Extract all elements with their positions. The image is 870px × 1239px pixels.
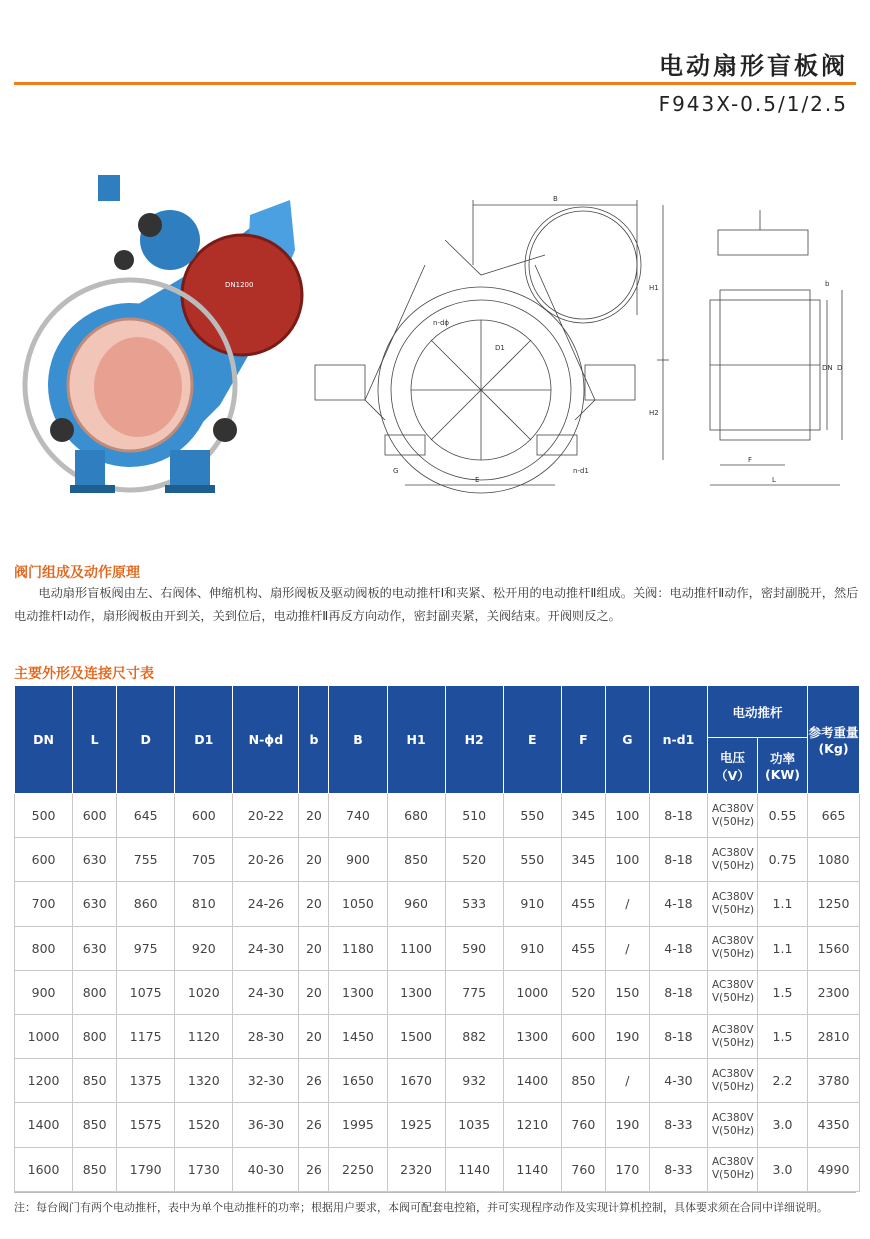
table-cell: 520 [445, 838, 503, 882]
plate-label: DN1200 [225, 281, 254, 289]
table-cell: 2.2 [758, 1059, 808, 1103]
header-weight: 参考重量(Kg) [808, 686, 860, 794]
table-cell: 630 [73, 926, 117, 970]
table-row [15, 1103, 860, 1147]
table-cell: 24-30 [233, 926, 299, 970]
table-cell: 1200 [15, 1059, 73, 1103]
table-title: 主要外形及连接尺寸表 [14, 666, 154, 682]
dimension-table [14, 685, 860, 1192]
table-cell: 910 [503, 882, 561, 926]
header-h2: H2 [445, 686, 503, 794]
table-cell: 100 [605, 838, 649, 882]
table-cell: 455 [561, 926, 605, 970]
table-cell: 1730 [175, 1147, 233, 1191]
table-cell: 24-30 [233, 970, 299, 1014]
table-cell: 1020 [175, 970, 233, 1014]
table-cell: 810 [175, 882, 233, 926]
table-cell: 2300 [808, 970, 860, 1014]
table-cell: 170 [605, 1147, 649, 1191]
table-cell: 700 [15, 882, 73, 926]
table-cell: 20 [299, 882, 329, 926]
table-row [15, 1147, 860, 1191]
table-cell: 20 [299, 1014, 329, 1058]
footer-divider [14, 1192, 856, 1193]
table-cell: AC380V V(50Hz) [708, 1059, 758, 1103]
table-cell: 1050 [329, 882, 387, 926]
dim-label-n-dphi: n-dϕ [433, 319, 450, 327]
dim-label-l: L [772, 476, 776, 484]
table-cell: 1670 [387, 1059, 445, 1103]
table-cell: 550 [503, 794, 561, 838]
dim-label-b2: b [825, 280, 830, 288]
table-cell: 932 [445, 1059, 503, 1103]
table-cell: 1000 [503, 970, 561, 1014]
table-cell: 1300 [329, 970, 387, 1014]
dim-label-dn: DN [822, 364, 833, 372]
dim-label-h1: H1 [649, 284, 659, 292]
table-cell: AC380V V(50Hz) [708, 882, 758, 926]
table-cell: 1210 [503, 1103, 561, 1147]
table-cell: AC380V V(50Hz) [708, 1014, 758, 1058]
dim-label-f: F [748, 456, 753, 464]
table-row [15, 970, 860, 1014]
header-n-phid: N-ϕd [233, 686, 299, 794]
table-cell: 28-30 [233, 1014, 299, 1058]
dim-label-d1: D1 [495, 344, 505, 352]
table-cell: 1400 [15, 1103, 73, 1147]
principle-text: 电动扇形盲板阀由左、右阀体、伸缩机构、扇形阀板及驱动阀板的电动推杆Ⅰ和夹紧、松开用的电动推杆Ⅱ组成。关阀：电动推杆Ⅱ动作，密封副脱开，然后电动推杆Ⅰ动作，扇形阀板由开到关，关到位后，电动推杆Ⅱ再反方向动作，密封副夹紧，关阀结束。开阀则反之。 [14, 586, 859, 623]
table-cell: 8-33 [649, 1103, 707, 1147]
table-cell: 1500 [387, 1014, 445, 1058]
table-cell: 0.55 [758, 794, 808, 838]
table-cell: AC380V V(50Hz) [708, 794, 758, 838]
model-number: F943X-0.5/1/2.5 [658, 92, 848, 116]
table-cell: 20 [299, 838, 329, 882]
table-cell: 705 [175, 838, 233, 882]
table-cell: 150 [605, 970, 649, 1014]
header-actuator: 电动推杆 [708, 686, 808, 738]
principle-title: 阀门组成及动作原理 [14, 565, 140, 581]
table-cell: 1450 [329, 1014, 387, 1058]
table-cell: 740 [329, 794, 387, 838]
header-h1: H1 [387, 686, 445, 794]
table-cell: 975 [117, 926, 175, 970]
table-cell: 345 [561, 838, 605, 882]
table-cell: 1790 [117, 1147, 175, 1191]
table-cell: 860 [117, 882, 175, 926]
table-cell: 4-30 [649, 1059, 707, 1103]
table-cell: 1175 [117, 1014, 175, 1058]
table-cell: 1575 [117, 1103, 175, 1147]
table-cell: 800 [15, 926, 73, 970]
table-cell: 1140 [445, 1147, 503, 1191]
table-cell: 2250 [329, 1147, 387, 1191]
table-cell: 36-30 [233, 1103, 299, 1147]
page-title: 电动扇形盲板阀 [659, 52, 848, 80]
table-cell: 1995 [329, 1103, 387, 1147]
table-cell: / [605, 882, 649, 926]
table-cell: AC380V V(50Hz) [708, 838, 758, 882]
table-cell: 1375 [117, 1059, 175, 1103]
table-cell: 1600 [15, 1147, 73, 1191]
table-cell: 960 [387, 882, 445, 926]
table-cell: 8-18 [649, 838, 707, 882]
table-row [15, 926, 860, 970]
table-cell: 500 [15, 794, 73, 838]
table-cell: 345 [561, 794, 605, 838]
table-cell: / [605, 926, 649, 970]
table-cell: 1650 [329, 1059, 387, 1103]
table-cell: 4-18 [649, 926, 707, 970]
dim-label-g: G [393, 467, 399, 475]
table-cell: 775 [445, 970, 503, 1014]
header-n-d1: n-d1 [649, 686, 707, 794]
table-cell: 533 [445, 882, 503, 926]
table-cell: 1100 [387, 926, 445, 970]
table-cell: 8-18 [649, 970, 707, 1014]
side-view-drawing [700, 200, 855, 500]
table-cell: 665 [808, 794, 860, 838]
table-cell: 26 [299, 1059, 329, 1103]
table-cell: 600 [73, 794, 117, 838]
table-cell: 190 [605, 1103, 649, 1147]
table-cell: 1520 [175, 1103, 233, 1147]
table-cell: 1.5 [758, 970, 808, 1014]
table-row [15, 882, 860, 926]
header-divider [14, 82, 856, 85]
table-cell: 3.0 [758, 1147, 808, 1191]
table-cell: 900 [15, 970, 73, 1014]
table-cell: 24-26 [233, 882, 299, 926]
header-b-width: B [329, 686, 387, 794]
table-cell: 1300 [503, 1014, 561, 1058]
table-cell: 550 [503, 838, 561, 882]
table-cell: 760 [561, 1147, 605, 1191]
header-d1: D1 [175, 686, 233, 794]
table-cell: 1180 [329, 926, 387, 970]
table-cell: 630 [73, 838, 117, 882]
table-cell: 850 [73, 1059, 117, 1103]
dim-label-n-d1: n-d1 [573, 467, 589, 475]
table-cell: 2810 [808, 1014, 860, 1058]
table-cell: 590 [445, 926, 503, 970]
table-cell: 32-30 [233, 1059, 299, 1103]
header-e: E [503, 686, 561, 794]
table-cell: 882 [445, 1014, 503, 1058]
table-cell: 4350 [808, 1103, 860, 1147]
table-cell: 850 [73, 1147, 117, 1191]
dim-label-d: D [837, 364, 843, 372]
table-cell: 850 [387, 838, 445, 882]
table-cell: 760 [561, 1103, 605, 1147]
table-cell: 8-33 [649, 1147, 707, 1191]
header-dn: DN [15, 686, 73, 794]
table-cell: 600 [175, 794, 233, 838]
header-g: G [605, 686, 649, 794]
dim-label-e: E [475, 476, 480, 484]
table-row [15, 1014, 860, 1058]
table-cell: 520 [561, 970, 605, 1014]
table-cell: 4990 [808, 1147, 860, 1191]
header-f: F [561, 686, 605, 794]
table-cell: 1925 [387, 1103, 445, 1147]
table-cell: 20 [299, 970, 329, 1014]
table-cell: 1080 [808, 838, 860, 882]
table-cell: 40-30 [233, 1147, 299, 1191]
table-cell: AC380V V(50Hz) [708, 926, 758, 970]
table-cell: 1000 [15, 1014, 73, 1058]
table-cell: 26 [299, 1147, 329, 1191]
table-cell: 1.1 [758, 882, 808, 926]
table-cell: 8-18 [649, 1014, 707, 1058]
table-cell: 1035 [445, 1103, 503, 1147]
table-cell: 850 [73, 1103, 117, 1147]
footnote: 注：每台阀门有两个电动推杆，表中为单个电动推杆的功率；根据用户要求，本阀可配套电控箱，并可实现程序动作及实现计算机控制，具体要求须在合同中详细说明。 [14, 1201, 828, 1214]
front-view-drawing [305, 185, 675, 495]
table-cell: 800 [73, 970, 117, 1014]
table-cell: 510 [445, 794, 503, 838]
header-power: 功率(KW) [758, 738, 808, 794]
table-cell: AC380V V(50Hz) [708, 970, 758, 1014]
table-row [15, 1059, 860, 1103]
header-d: D [117, 686, 175, 794]
table-cell: 850 [561, 1059, 605, 1103]
table-cell: 1075 [117, 970, 175, 1014]
table-cell: AC380V V(50Hz) [708, 1147, 758, 1191]
table-cell: 3.0 [758, 1103, 808, 1147]
table-cell: 20-22 [233, 794, 299, 838]
table-cell: 600 [15, 838, 73, 882]
table-cell: 920 [175, 926, 233, 970]
table-cell: 1400 [503, 1059, 561, 1103]
table-cell: 755 [117, 838, 175, 882]
table-cell: 455 [561, 882, 605, 926]
table-cell: 3780 [808, 1059, 860, 1103]
table-cell: 4-18 [649, 882, 707, 926]
table-cell: AC380V V(50Hz) [708, 1103, 758, 1147]
table-cell: / [605, 1059, 649, 1103]
table-cell: 0.75 [758, 838, 808, 882]
table-cell: 20 [299, 794, 329, 838]
table-cell: 1.1 [758, 926, 808, 970]
table-cell: 8-18 [649, 794, 707, 838]
table-cell: 1120 [175, 1014, 233, 1058]
header-voltage: 电压（V） [708, 738, 758, 794]
table-cell: 190 [605, 1014, 649, 1058]
table-cell: 20-26 [233, 838, 299, 882]
table-cell: 600 [561, 1014, 605, 1058]
table-cell: 645 [117, 794, 175, 838]
table-row [15, 794, 860, 838]
table-cell: 1320 [175, 1059, 233, 1103]
table-cell: 1140 [503, 1147, 561, 1191]
table-cell: 1.5 [758, 1014, 808, 1058]
table-cell: 910 [503, 926, 561, 970]
table-row [15, 838, 860, 882]
table-cell: 1560 [808, 926, 860, 970]
table-cell: 1300 [387, 970, 445, 1014]
table-cell: 2320 [387, 1147, 445, 1191]
header-b: b [299, 686, 329, 794]
table-cell: 26 [299, 1103, 329, 1147]
table-cell: 630 [73, 882, 117, 926]
dim-label-h2: H2 [649, 409, 659, 417]
table-cell: 1250 [808, 882, 860, 926]
header-l: L [73, 686, 117, 794]
dim-label-b: B [553, 195, 558, 203]
table-cell: 20 [299, 926, 329, 970]
table-cell: 800 [73, 1014, 117, 1058]
table-cell: 680 [387, 794, 445, 838]
table-cell: 100 [605, 794, 649, 838]
table-cell: 900 [329, 838, 387, 882]
valve-photo [20, 155, 310, 505]
